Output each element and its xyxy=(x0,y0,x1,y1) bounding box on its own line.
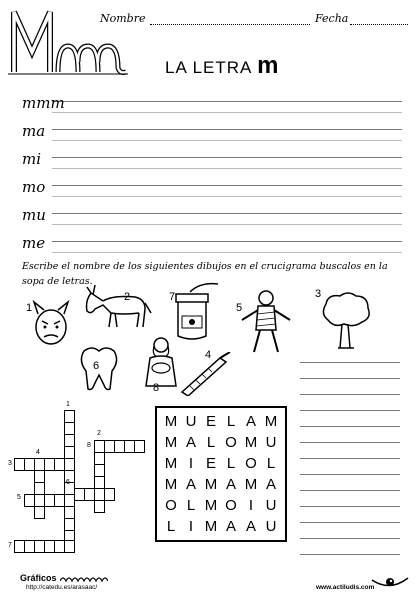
honey-jar-icon xyxy=(170,280,222,342)
footer-source-link[interactable]: http://catedu.es/arasaac/ xyxy=(26,584,98,591)
word-search-letter[interactable]: L xyxy=(226,413,236,430)
nombre-field[interactable] xyxy=(150,24,310,25)
word-search-letter[interactable]: M xyxy=(204,518,218,535)
mother-baby-icon xyxy=(142,336,180,388)
title-letter: m xyxy=(257,52,280,79)
title-text: LA LETRA xyxy=(165,58,252,77)
word-search-letter[interactable]: M xyxy=(164,455,178,472)
fecha-label: Fecha xyxy=(315,12,349,25)
word-search-letter[interactable]: I xyxy=(188,518,194,535)
crossword-cell[interactable] xyxy=(84,488,95,501)
word-search-letter[interactable]: M xyxy=(164,476,178,493)
footer-graficos: Gráficos xyxy=(20,573,57,583)
word-search-letter[interactable]: U xyxy=(265,434,277,451)
picture-number: 8 xyxy=(153,382,160,394)
actiludis-mascot-icon xyxy=(370,574,410,592)
crossword-cell[interactable] xyxy=(54,494,65,507)
word-search-letter[interactable]: I xyxy=(248,497,254,514)
crossword-number: 6 xyxy=(66,479,70,486)
word-search-letter[interactable]: M xyxy=(204,476,218,493)
crossword-cell[interactable] xyxy=(24,458,35,471)
fecha-field[interactable] xyxy=(350,24,408,25)
word-search-letter[interactable]: A xyxy=(185,434,196,451)
word-search-letter[interactable]: A xyxy=(225,518,236,535)
word-search-letter[interactable]: A xyxy=(225,476,236,493)
word-search-letter[interactable]: M xyxy=(244,476,258,493)
practice-word: mu xyxy=(22,206,46,224)
word-search-letter[interactable]: A xyxy=(265,476,276,493)
file-tool-icon xyxy=(176,352,232,396)
word-search-letter[interactable]: L xyxy=(206,434,216,451)
word-search-letter[interactable]: M xyxy=(264,413,278,430)
word-search-letter[interactable]: L xyxy=(186,497,196,514)
word-search-letter[interactable]: U xyxy=(265,497,277,514)
nombre-label: Nombre xyxy=(100,12,146,25)
crossword-cell[interactable] xyxy=(94,500,105,513)
page-title xyxy=(165,52,280,80)
picture-number: 7 xyxy=(169,291,176,303)
word-search-letter[interactable]: M xyxy=(204,497,218,514)
word-search-letter[interactable]: M xyxy=(244,434,258,451)
crossword-number: 1 xyxy=(66,401,70,408)
devil-face-icon xyxy=(32,300,70,348)
word-search-letter[interactable]: U xyxy=(265,518,277,535)
practice-word: mo xyxy=(22,178,46,196)
word-search-letter[interactable]: O xyxy=(245,455,257,472)
crossword-cell[interactable] xyxy=(54,458,65,471)
crossword-cell[interactable] xyxy=(104,488,115,501)
word-search-letter[interactable]: O xyxy=(165,497,177,514)
crossword-number: 3 xyxy=(8,460,12,467)
crossword-cell[interactable] xyxy=(64,540,75,553)
word-search-letter[interactable]: A xyxy=(185,476,196,493)
picture-number: 6 xyxy=(93,360,100,372)
word-search-letter[interactable]: M xyxy=(164,434,178,451)
word-search-letter[interactable]: A xyxy=(245,413,256,430)
word-search-letter[interactable]: L xyxy=(226,455,236,472)
word-search-letter[interactable]: A xyxy=(245,518,256,535)
practice-word: mmm xyxy=(22,94,65,112)
tree-icon xyxy=(318,290,372,352)
practice-word: me xyxy=(22,234,46,252)
word-search-letter[interactable]: M xyxy=(164,413,178,430)
picture-number: 4 xyxy=(205,349,212,361)
mummy-icon xyxy=(240,290,292,354)
word-search-letter[interactable]: L xyxy=(266,455,276,472)
word-search-letter[interactable]: O xyxy=(225,434,237,451)
word-search-letter[interactable]: L xyxy=(166,518,176,535)
word-search-letter[interactable]: E xyxy=(205,413,216,430)
word-search-letter[interactable]: O xyxy=(225,497,237,514)
picture-number: 5 xyxy=(236,302,243,314)
practice-word: ma xyxy=(22,122,46,140)
wave-logo-icon xyxy=(60,575,108,583)
word-search-puzzle xyxy=(155,406,287,542)
practice-word: mi xyxy=(22,150,42,168)
picture-number: 1 xyxy=(26,302,33,314)
donkey-icon xyxy=(83,283,153,329)
crossword-number: 2 xyxy=(97,430,101,437)
crossword-cell[interactable] xyxy=(24,494,35,507)
picture-number: 3 xyxy=(315,288,322,300)
word-search-letter[interactable]: U xyxy=(185,413,197,430)
crossword-number: 5 xyxy=(17,494,21,501)
crossword-cell[interactable] xyxy=(34,506,45,519)
crossword-number: 4 xyxy=(36,449,40,456)
crossword-cell[interactable] xyxy=(134,440,145,453)
word-search-letter[interactable]: E xyxy=(205,455,216,472)
picture-number: 2 xyxy=(124,291,131,303)
instruction-text: Escribe el nombre de los siguientes dibujos en el crucigrama buscalos en la sopa de letras. xyxy=(22,261,388,287)
crossword-number: 7 xyxy=(8,542,12,549)
footer-site-link[interactable]: www.actiludis.com xyxy=(316,584,375,591)
molar-tooth-icon xyxy=(78,345,120,393)
word-search-letter[interactable]: I xyxy=(188,455,194,472)
crossword-number: 8 xyxy=(87,442,91,449)
